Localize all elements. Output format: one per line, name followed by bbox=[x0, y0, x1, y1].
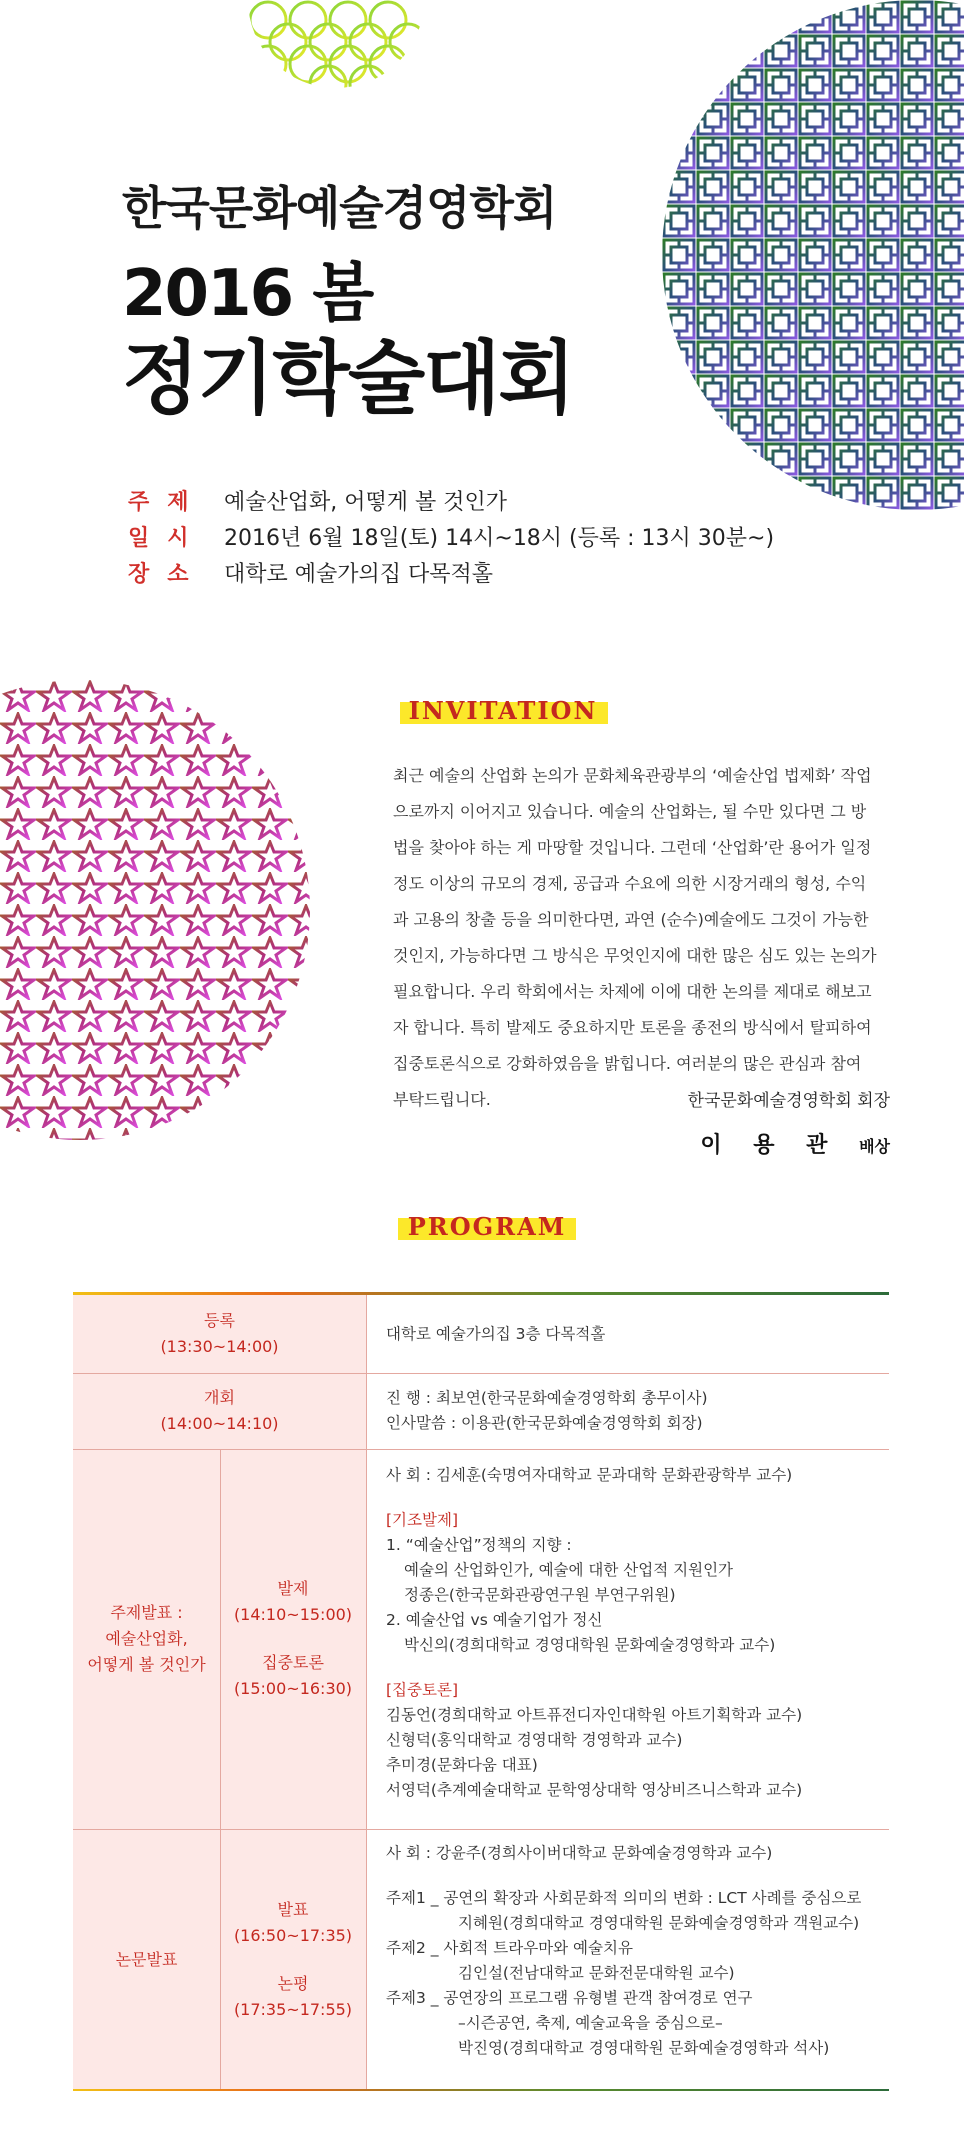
info-value-venue: 대학로 예술가의집 다목적홀 bbox=[224, 561, 494, 587]
keynote-p2-person: 박신의(경희대학교 경영대학원 문화예술경영학과 교수) bbox=[404, 1636, 776, 1654]
papers-detail bbox=[386, 1841, 861, 2061]
table-row-divider bbox=[73, 1373, 889, 1374]
papers-label: 논문발표 bbox=[115, 1950, 178, 1969]
keynote-sub1: 발제 bbox=[277, 1579, 309, 1598]
paper-3-person: 박진영(경희대학교 경영대학원 문화예술경영학과 석사) bbox=[458, 2039, 830, 2057]
info-value-datetime: 2016년 6월 18일(토) 14시~18시 (등록 : 13시 30분~) bbox=[224, 525, 775, 551]
invitation-line: 법을 찾아야 하는 게 마땅할 것입니다. 그런데 ‘산업화’란 용어가 일정 bbox=[393, 838, 872, 857]
papers-sub1-time: (16:50~17:35) bbox=[233, 1926, 353, 1945]
opening-greeting: 인사말씀 : 이용관(한국문화예술경영학회 회장) bbox=[386, 1414, 703, 1432]
discussant-1: 김동언(경희대학교 아트퓨전디자인대학원 아트기획학과 교수) bbox=[386, 1706, 803, 1724]
registration-label bbox=[73, 1295, 366, 1373]
invitation-line: 정도 이상의 규모의 경제, 공급과 수요에 의한 시장거래의 형성, 수익 bbox=[393, 874, 867, 893]
keynote-sub1-time: (14:10~15:00) bbox=[233, 1605, 353, 1624]
table-divider-main bbox=[366, 1295, 367, 2091]
event-year: 2016 봄 bbox=[122, 257, 373, 331]
table-row-divider bbox=[73, 1829, 889, 1830]
table-row-divider bbox=[73, 1449, 889, 1450]
opening-host: 진 행 : 최보연(한국문화예술경영학회 총무이사) bbox=[386, 1389, 708, 1407]
opening-time: (14:00~14:10) bbox=[160, 1414, 279, 1433]
paper-2-title: 주제2 _ 사회적 트라우마와 예술치유 bbox=[386, 1939, 633, 1957]
keynote-sub2: 집중토론 bbox=[262, 1653, 324, 1672]
keynote-sub2-time: (15:00~16:30) bbox=[233, 1679, 353, 1698]
papers-sub2: 논평 bbox=[277, 1974, 309, 1993]
keynote-moderator: 사 회 : 김세훈(숙명여자대학교 문과대학 문화관광학부 교수) bbox=[386, 1466, 793, 1484]
invitation-line: 것인지, 가능하다면 그 방식은 무엇인지에 대한 많은 심도 있는 논의가 bbox=[393, 946, 877, 965]
signature-suffix: 배상 bbox=[859, 1137, 890, 1156]
keynote-presentation-heading: [기조발제] bbox=[386, 1511, 458, 1529]
info-row-topic bbox=[128, 482, 774, 518]
opening-label bbox=[73, 1373, 366, 1449]
keynote-p1-subtitle: 예술의 산업화인가, 예술에 대한 산업적 지원인가 bbox=[404, 1561, 734, 1579]
invitation-line: 자 합니다. 특히 발제도 중요하지만 토론을 종전의 방식에서 탈피하여 bbox=[393, 1018, 872, 1037]
paper-2-person: 김인설(전남대학교 문화전문대학원 교수) bbox=[458, 1964, 735, 1982]
event-info bbox=[128, 482, 774, 590]
invitation-line: 집중토론식으로 강화하였음을 밝힙니다. 여러분의 많은 관심과 참여 bbox=[393, 1054, 862, 1073]
info-value-topic: 예술산업화, 어떻게 볼 것인가 bbox=[224, 489, 507, 515]
decor-star-circle-left bbox=[0, 680, 310, 1140]
keynote-label-line3: 어떻게 볼 것인가 bbox=[87, 1655, 206, 1674]
table-divider-sub bbox=[220, 1449, 221, 2091]
keynote-label bbox=[73, 1449, 220, 1829]
discussant-4: 서영덕(추계예술대학교 문학영상대학 영상비즈니스학과 교수) bbox=[386, 1781, 803, 1799]
opening-detail bbox=[386, 1386, 708, 1436]
keynote-detail bbox=[386, 1463, 802, 1803]
info-row-datetime bbox=[128, 518, 774, 554]
paper-1-person: 지혜원(경희대학교 경영대학원 문화예술경영학과 객원교수) bbox=[458, 1914, 860, 1932]
keynote-p2-title: 2. 예술산업 vs 예술기업가 정신 bbox=[386, 1611, 603, 1629]
program-heading: PROGRAM bbox=[407, 1212, 567, 1241]
signature-name bbox=[700, 1128, 890, 1159]
signature-name-text: 이 용 관 bbox=[700, 1133, 840, 1158]
papers-sub1: 발표 bbox=[277, 1900, 309, 1919]
invitation-line: 부탁드립니다. bbox=[393, 1090, 491, 1109]
keynote-label-line1: 주제발표 : bbox=[110, 1603, 183, 1622]
info-key-venue: 장소 bbox=[128, 561, 207, 587]
paper-3-title: 주제3 _ 공연장의 프로그램 유형별 관객 참여경로 연구 bbox=[386, 1989, 753, 2007]
info-row-venue bbox=[128, 554, 774, 590]
keynote-p1-title: 1. “예술산업”정책의 지향 : bbox=[386, 1536, 572, 1554]
invitation-line: 으로까지 이어지고 있습니다. 예술의 산업화는, 될 수만 있다면 그 방 bbox=[393, 802, 867, 821]
invitation-body bbox=[393, 758, 891, 1118]
keynote-label-line2: 예술산업화, bbox=[105, 1629, 188, 1648]
paper-3-subtitle: –시즌공연, 축제, 예술교육을 중심으로– bbox=[458, 2014, 723, 2032]
info-key-datetime: 일시 bbox=[128, 525, 207, 551]
papers-sub-label bbox=[220, 1829, 366, 2091]
invitation-line: 최근 예술의 산업화 논의가 문화체육관광부의 ‘예술산업 법제화’ 작업 bbox=[393, 766, 872, 785]
keynote-sub-label bbox=[220, 1449, 366, 1829]
discussant-2: 신형덕(홍익대학교 경영대학 경영학과 교수) bbox=[386, 1731, 683, 1749]
program-table bbox=[73, 1292, 889, 2091]
registration-title: 등록 bbox=[204, 1311, 235, 1330]
papers-sub2-time: (17:35~17:55) bbox=[233, 2000, 353, 2019]
info-key-topic: 주제 bbox=[128, 489, 207, 515]
keynote-p1-person: 정종은(한국문화관광연구원 부연구위원) bbox=[404, 1586, 676, 1604]
decor-wave-circle-top bbox=[248, 0, 424, 88]
organization-name: 한국문화예술경영학회 bbox=[122, 181, 557, 235]
decor-lattice-circle-right bbox=[662, 0, 964, 510]
papers-moderator: 사 회 : 강윤주(경희사이버대학교 문화예술경영학과 교수) bbox=[386, 1844, 773, 1862]
registration-time: (13:30~14:00) bbox=[160, 1337, 279, 1356]
registration-detail: 대학로 예술가의집 3층 다목적홀 bbox=[386, 1325, 606, 1343]
keynote-discussion-heading: [집중토론] bbox=[386, 1681, 458, 1699]
invitation-line: 필요합니다. 우리 학회에서는 차제에 이에 대한 논의를 제대로 해보고 bbox=[393, 982, 872, 1001]
discussant-3: 추미경(문화다움 대표) bbox=[386, 1756, 538, 1774]
table-bottom-border bbox=[73, 2089, 889, 2091]
invitation-line: 과 고용의 창출 등을 의미한다면, 과연 (순수)예술에도 그것이 가능한 bbox=[393, 910, 869, 929]
signature-organization: 한국문화예술경영학회 회장 bbox=[687, 1091, 890, 1111]
paper-1-title: 주제1 _ 공연의 확장과 사회문화적 의미의 변화 : LCT 사례를 중심으로 bbox=[386, 1889, 862, 1907]
opening-title: 개회 bbox=[204, 1388, 235, 1407]
event-title: 정기학술대회 bbox=[122, 332, 574, 425]
invitation-heading: INVITATION bbox=[408, 696, 598, 725]
